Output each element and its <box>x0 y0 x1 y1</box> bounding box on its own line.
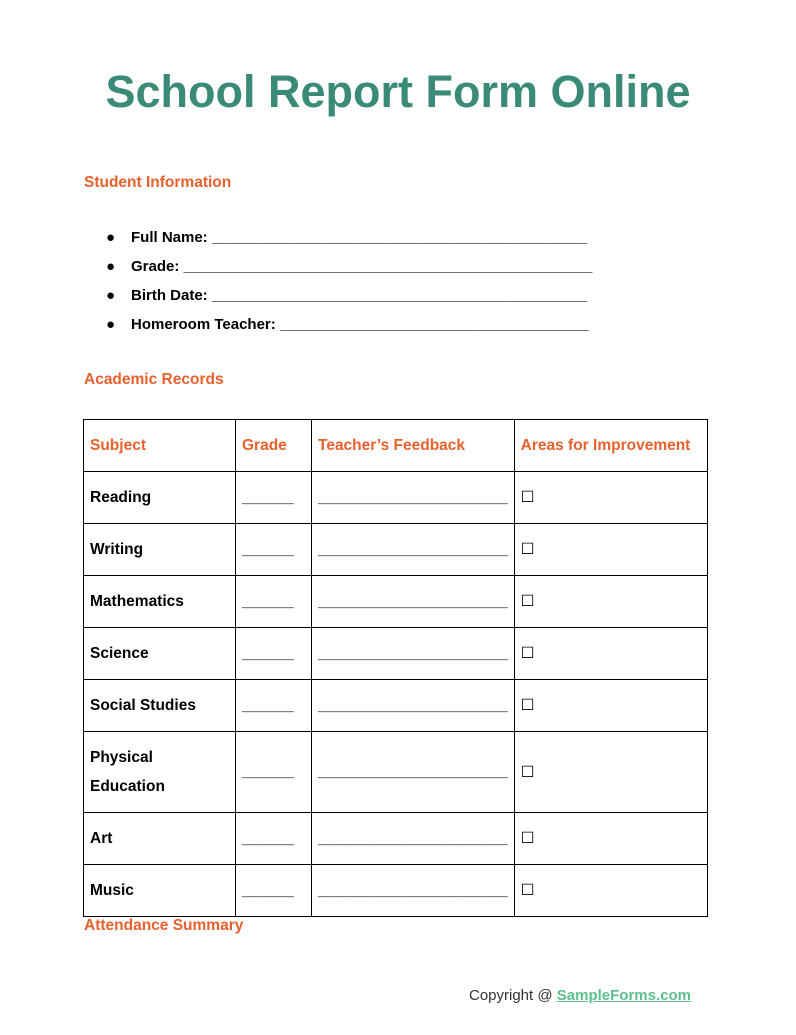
field-grade[interactable]: ● Grade: _________________________________________________ <box>106 258 593 275</box>
improvement-checkbox[interactable]: ☐ <box>514 732 707 813</box>
improvement-checkbox[interactable]: ☐ <box>514 472 707 524</box>
subject-cell: Physical Education <box>84 732 236 813</box>
grade-blank[interactable]: ______ <box>236 732 312 813</box>
sampleforms-link[interactable]: SampleForms.com <box>556 987 691 1004</box>
feedback-blank[interactable]: ______________________ <box>312 680 515 732</box>
academic-records-table <box>83 419 708 917</box>
student-fields-list <box>106 228 592 344</box>
field-homeroom-teacher[interactable]: ● Homeroom Teacher: _____________________________________ <box>106 316 589 333</box>
grade-blank[interactable]: ______ <box>236 524 312 576</box>
improvement-checkbox[interactable]: ☐ <box>514 680 707 732</box>
improvement-checkbox[interactable]: ☐ <box>514 524 707 576</box>
grade-blank[interactable]: ______ <box>236 813 312 865</box>
subject-cell: Science <box>84 628 236 680</box>
grade-blank[interactable]: ______ <box>236 865 312 917</box>
header-areas: Areas for Improvement <box>514 420 707 472</box>
grade-blank[interactable]: ______ <box>236 472 312 524</box>
improvement-checkbox[interactable]: ☐ <box>514 628 707 680</box>
footer <box>469 987 691 1004</box>
field-full-name[interactable]: ● Full Name: _____________________________________________ <box>106 229 588 246</box>
table-row <box>84 628 708 680</box>
table-row <box>84 732 708 813</box>
feedback-blank[interactable]: ______________________ <box>312 472 515 524</box>
table-row <box>84 813 708 865</box>
grade-blank[interactable]: ______ <box>236 576 312 628</box>
subject-cell: Mathematics <box>84 576 236 628</box>
table-row <box>84 576 708 628</box>
table-header-row <box>84 420 708 472</box>
feedback-blank[interactable]: ______________________ <box>312 813 515 865</box>
improvement-checkbox[interactable]: ☐ <box>514 576 707 628</box>
improvement-checkbox[interactable]: ☐ <box>514 813 707 865</box>
page-title: School Report Form Online <box>105 66 691 117</box>
field-birth-date[interactable]: ● Birth Date: _____________________________________________ <box>106 287 588 304</box>
feedback-blank[interactable]: ______________________ <box>312 524 515 576</box>
table-row <box>84 680 708 732</box>
subject-cell: Social Studies <box>84 680 236 732</box>
copyright-text: Copyright @ <box>469 987 557 1004</box>
section-academic-records: Academic Records <box>84 371 224 388</box>
grade-blank[interactable]: ______ <box>236 628 312 680</box>
subject-cell: Writing <box>84 524 236 576</box>
table-row <box>84 472 708 524</box>
subject-cell: Reading <box>84 472 236 524</box>
table-row <box>84 524 708 576</box>
feedback-blank[interactable]: ______________________ <box>312 628 515 680</box>
subject-cell: Art <box>84 813 236 865</box>
header-feedback: Teacher’s Feedback <box>312 420 515 472</box>
feedback-blank[interactable]: ______________________ <box>312 732 515 813</box>
improvement-checkbox[interactable]: ☐ <box>514 865 707 917</box>
subject-cell: Music <box>84 865 236 917</box>
header-subject: Subject <box>84 420 236 472</box>
section-student-information: Student Information <box>84 174 232 191</box>
grade-blank[interactable]: ______ <box>236 680 312 732</box>
header-grade: Grade <box>236 420 312 472</box>
feedback-blank[interactable]: ______________________ <box>312 865 515 917</box>
feedback-blank[interactable]: ______________________ <box>312 576 515 628</box>
section-attendance-summary: Attendance Summary <box>84 917 244 934</box>
table-row <box>84 865 708 917</box>
